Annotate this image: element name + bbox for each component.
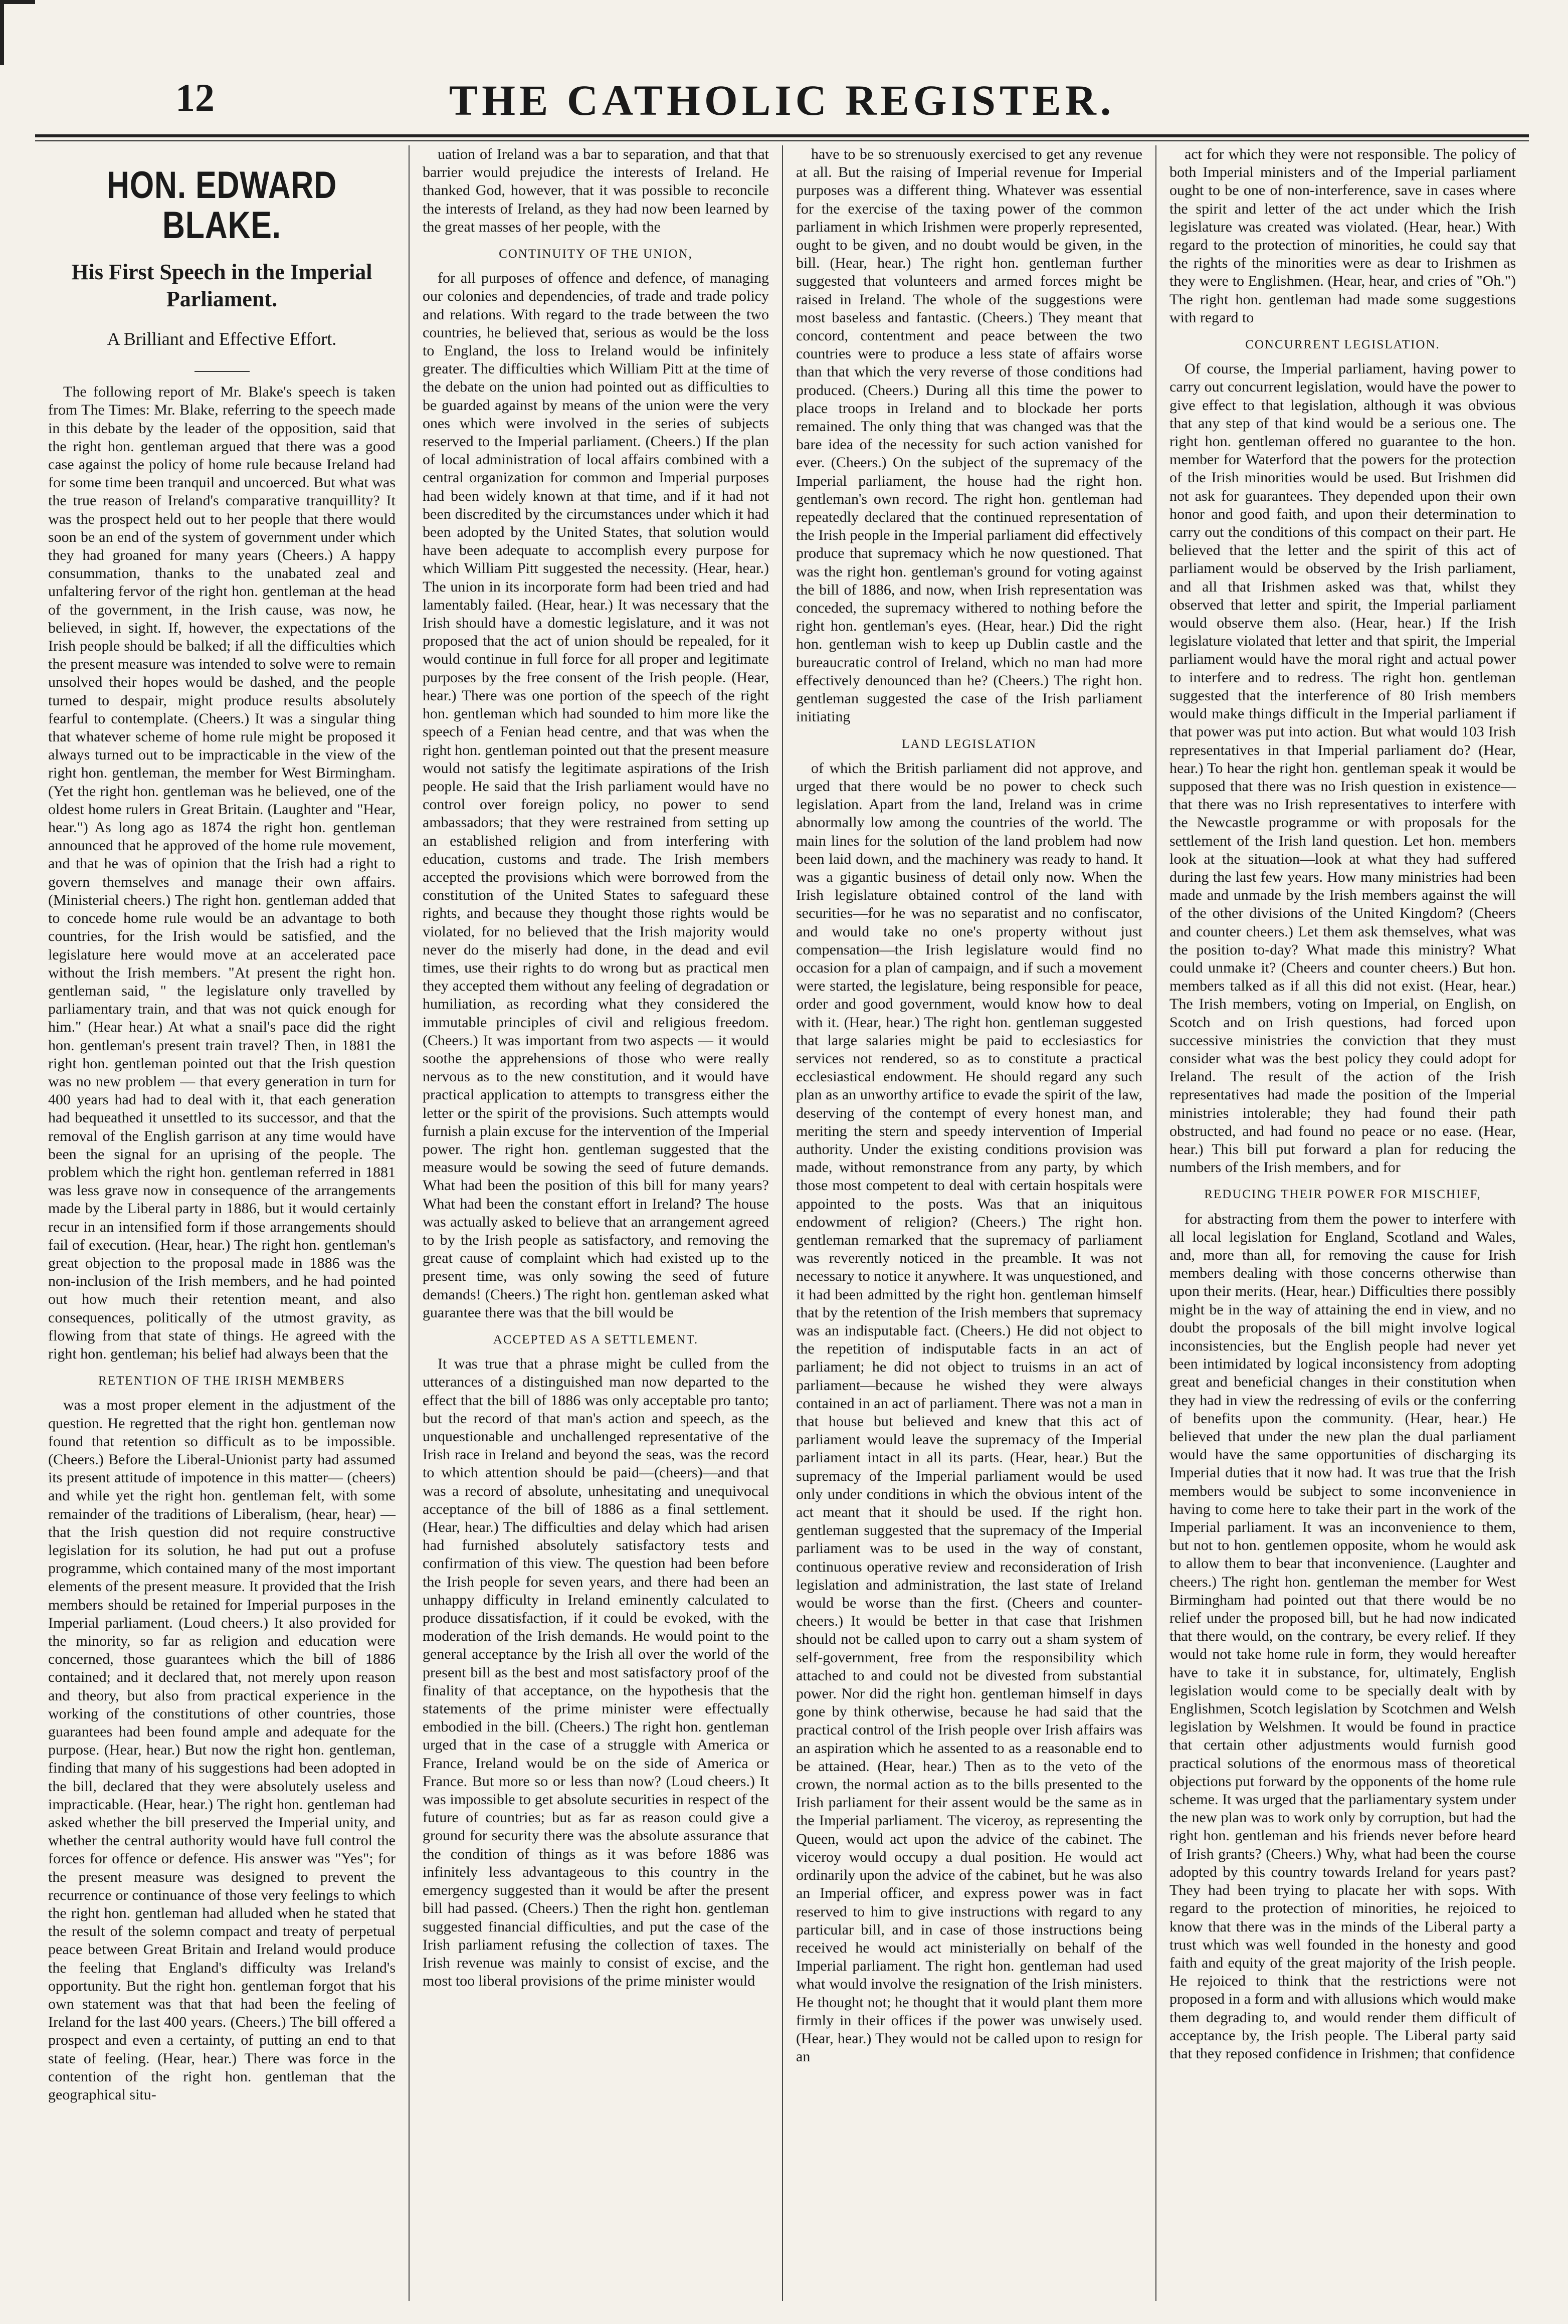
column-2 — [409, 145, 782, 2301]
masthead-rule-thin — [35, 140, 1529, 141]
paragraph: Of course, the Imperial parliament, having power to carry out concurrent legislation, would have the power to give effect to that legislation, although it was obvious that any step of that kind would be a serious one. The right hon. gentleman offered no guarantee to the hon. member for Waterford that the powers for the protection of the Irish minorities would be used. But Irishmen did not ask for guarantees. They depended upon their own honor and good faith, and upon their determination to carry out the conditions of this compact on their part. He believed that the letter and the spirit of this act of parliament would be observed by the Irish parliament, and all that Irishmen asked was that, whilst they observed that letter and spirit, the Imperial parliament would observe them also. (Hear, hear.) If the Irish legislature violated that letter and that spirit, the Imperial parliament would have the moral right and actual power to interfere and to redress. The right hon. gentleman suggested that the interference of 80 Irish members would make things difficult in the Imperial parliament if that power was put into action. But what would 103 Irish representatives in that Imperial parliament do? (Hear, hear.) To hear the right hon. gentleman speak it would be supposed that there was no Irish question in existence—that there was no Irish representatives to interfere with the Newcastle programme or with proposals for the settlement of the Irish land question. Let hon. members look at the situation—look at what they had suffered during the last few years. How many ministries had been made and unmade by the Irish members against the will of the other divisions of the United Kingdom? (Cheers and counter cheers.) Let them ask themselves, what was the position to-day? What made this ministry? What could unmake it? (Cheers and counter cheers.) But hon. members talked as if all this did not exist. (Hear, hear.) The Irish members, voting on Imperial, on English, on Scotch and on Irish questions, had forced upon successive ministries the conviction that they must consider what was the best policy they could adopt for Ireland. The result of the action of the Irish representatives had made the position of the Imperial ministries intolerable; they had found their path obstructed, and had found no peace or no ease. (Hear, hear.) This bill put forward a plan for reducing the numbers of the Irish members, and for — [1169, 360, 1516, 1176]
paragraph: for abstracting from them the power to interfere with all local legislation for England, Scotland and Wales, and, more than all, for removing the cause for Irish members dealing with those concerns otherwise than upon their merits. (Hear, hear.) Difficulties there possibly might be in the way of attaining the end in view, and no doubt the proposals of the bill might involve logical inconsistencies, but the English people had never yet been intimidated by logical inconsistency from adopting great and beneficial changes in their constitution when they had in view the redressing of evils or the conferring of benefits upon the community. (Hear, hear.) He believed that under the new plan the dual parliament would have the same opportunities of discharging its Imperial duties that it now had. It was true that the Irish members would be subject to some inconvenience in having to come here to take their part in the work of the Imperial parliament. It was an inconvenience to them, but not to hon. gentlemen opposite, whom he would ask to allow them to bear that inconvenience. (Laughter and cheers.) The right hon. gentleman the member for West Birmingham had pointed out that there would be no relief under the proposed bill, but he had now indicated that there would, on the contrary, be every relief. If they would not take home rule in form, they would hereafter have to take it in substance, for, ultimately, English legislation would come to be specially dealt with by Englishmen, Scotch legislation by Scotchmen and Welsh legislation by Welshmen. It would be found in practice that certain other adjustments would furnish good practical solutions of the enormous mass of theoretical objections put forward by the opponents of the home rule scheme. It was urged that the parliamentary system under the new plan was to work only by corruption, but had the right hon. gentleman and his friends never before heard of Irish grants? (Cheers.) Why, what had been the course adopted by this country towards Ireland for years past? They had been trying to placate her with sops. With regard to the protection of minorities, he rejoiced to know that there was in the minds of the Liberal party a trust which was well founded in the honesty and good faith and equity of the great majority of the Irish people. He rejoiced to think that the restrictions were not proposed in a form and with allusions which would make them degrading to, and would render them difficult of acceptance by, the Irish people. The Liberal party said that they reposed confidence in Irishmen; that confidence — [1169, 1210, 1516, 2062]
paragraph: was a most proper element in the adjustment of the question. He regretted that the right hon. gentleman now found that retention so difficult as to be impossible. (Cheers.) Before the Liberal-Unionist party had assumed its present attitude of impotence in this matter— (cheers) and while yet the right hon. gentleman felt, with some remainder of the traditions of Liberalism, (hear, hear) —that the Irish question did not require constructive legislation for its solution, he had put out a profuse programme, which contained many of the most important elements of the present measure. It provided that the Irish members should be retained for Imperial purposes in the Imperial parliament. (Loud cheers.) It also provided for the minority, so far as religion and education were concerned, those guarantees which the bill of 1886 contained; and it declared that, not merely upon reason and theory, but also from practical experience in the working of the constitutions of other countries, those guarantees had been found ample and adequate for the purpose. (Hear, hear.) But now the right hon. gentleman, finding that many of his suggestions had been adopted in the bill, declared that they were absolutely useless and impracticable. (Hear, hear.) The right hon. gentleman had asked whether the bill preserved the Imperial unity, and whether the central authority would have full control the forces for offence or defence. His answer was "Yes"; for the present measure was designed to prevent the recurrence or continuance of those very feelings to which the right hon. gentleman had alluded when he stated that the result of the solemn compact and treaty of perpetual peace between Great Britain and Ireland would produce the feeling that England's difficulty was Ireland's opportunity. But the right hon. gentleman forgot that his own statement was that that had been the feeling of Ireland for the last 400 years. (Cheers.) The bill offered a prospect and even a certainty, of putting an end to that state of feeling. (Hear, hear.) There was force in the contention of the right hon. gentleman that the geographical situ- — [48, 1397, 396, 2103]
subheadline: His First Speech in the Imperial Parliament. — [71, 260, 372, 311]
section-heading: RETENTION OF THE IRISH MEMBERS — [98, 1374, 345, 1388]
paragraph: It was true that a phrase might be culled from the utterances of a distinguished man now departed to the effect that the bill of 1886 was only acceptable pro tanto; but the record of that man's action and speech, as the unquestionable and unchallenged representative of the Irish race in Ireland and beyond the seas, was the record to which attention should be paid—(cheers)—and that was a record of absolute, unhesitating and unequivocal acceptance of the bill of 1886 as a final settlement. (Hear, hear.) The difficulties and delay which had arisen had furnished absolutely satisfactory tests and confirmation of this view. The question had been before the Irish people for seven years, and there had been an unhappy difficulty in Ireland eminently calculated to produce dissatisfaction, if it could be evoked, with the moderation of the Irish demands. He would point to the general acceptance by the Irish all over the world of the present bill as the best and most satisfactory proof of the finality of that acceptance, on the hypothesis that the statements of the prime minister were effectually embodied in the bill. (Cheers.) The right hon. gentleman urged that in the case of a struggle with America or France, Ireland would be on the side of America or France. But more so or less than now? (Loud cheers.) It was impossible to get absolute securities in respect of the future of countries; but as far as reason could give a ground for security there was the absolute assurance that the condition of things as it was before 1886 was infinitely less advantageous to this country in the emergency suggested than it would be after the present bill had passed. (Cheers.) Then the right hon. gentleman suggested financial difficulties, and put the case of the Irish parliament refusing the collection of taxes. The Irish revenue was mainly to consist of excise, and the most too liberal provisions of the prime minister would — [423, 1355, 769, 1990]
masthead — [35, 75, 1529, 130]
section-heading: ACCEPTED AS A SETTLEMENT. — [493, 1333, 699, 1346]
paragraph: have to be so strenuously exercised to get any revenue at all. But the raising of Imperial revenue for Imperial purposes was a different thing. Whatever was essential for the exercise of the taxing power of the common parliament in which Irishmen were properly represented, ought to be given, and no doubt would be given, in the bill. (Hear, hear.) The right hon. gentleman further suggested that volunteers and armed forces might be raised in Ireland. The whole of the suggestions were most baseless and fantastic. (Cheers.) They meant that concord, contentment and peace between the two countries were to produce a less state of affairs worse than that which the very reverse of those conditions had produced. (Cheers.) During all this time the power to place troops in Ireland and to blockade her ports remained. The only thing that was changed was that the bare idea of the necessity for such action vanished for ever. (Cheers.) On the subject of the supremacy of the Imperial parliament, the house had the right hon. gentleman's own record. The right hon. gentleman had repeatedly declared that the continued representation of the Irish people in the Imperial parliament did effectively produce that supremacy which he now questioned. That was the right hon. gentleman's ground for voting against the bill of 1886, and now, when Irish representation was conceded, the supremacy withered to nothing before the right hon. gentleman's eyes. (Hear, hear.) Did the right hon. gentleman wish to keep up Dublin castle and the bureaucratic control of Ireland, which no man had more effectively denounced than he? (Cheers.) The right hon. gentleman suggested the case of the Irish parliament initiating — [796, 146, 1142, 725]
scan-edge-mark — [0, 0, 4, 65]
section-heading: LAND LEGISLATION — [902, 737, 1037, 751]
page-number: 12 — [175, 76, 215, 119]
column-4 — [1155, 145, 1529, 2301]
section-heading: CONTINUITY OF THE UNION, — [499, 247, 693, 261]
headline: HON. EDWARD BLAKE. — [106, 164, 337, 247]
paragraph: act for which they were not responsible. The policy of both Imperial ministers and of the Imperial parliament ought to be one of non-interference, save in cases where the spirit and letter of the act under which the Irish legislature was created was violated. (Hear, hear.) With regard to the protection of minorities, he could say that the rights of the minorities were as dear to Irishmen as they were to Englishmen. (Hear, hear, and cries of "Oh.") The right hon. gentleman had made some suggestions with regard to — [1169, 146, 1516, 326]
paragraph: for all purposes of offence and defence, of managing our colonies and dependencies, of trade and trade policy and relations. With regard to the trade between the two countries, he believed that, serious as would be the loss to England, the loss to Ireland would be infinitely greater. The difficulties which William Pitt at the time of the debate on the union had pointed out as difficulties to be guarded against by means of the union were the very ones which were involved in the series of subjects reserved to the Imperial parliament. (Cheers.) If the plan of local administration of local affairs combined with a central organization for common and Imperial purposes had been widely known at that time, and if it had not been discredited by the circumstances under which it had been adopted by the United States, that solution would have been adequate to accomplish every purpose for which William Pitt suggested the necessity. (Hear, hear.) The union in its incorporate form had been tried and had lamentably failed. (Hear, hear.) It was necessary that the Irish should have a domestic legislature, and it was not proposed that the act of union should be repealed, for it would continue in full force for all proper and legitimate purposes by the free consent of the Irish people. (Hear, hear.) There was one portion of the speech of the right hon. gentleman which had sounded to him more like the speech of a Fenian head centre, and that was when the right hon. gentleman pointed out that the present measure would not satisfy the legitimate aspirations of the Irish people. He said that the Irish parliament would have no control over foreign policy, no power to send ambassadors; that they were restrained from setting up an established religion and from interfering with education, customs and trade. The Irish members accepted the provisions which were borrowed from the constitution of the United States to safeguard these rights, and because they thought those rights would be violated, for no believed that the Irish majority would never do the miserly had done, in the dead and evil times, use their rights to do wrong but as practical men they accepted them without any feeling of degradation or humiliation, as recording what they considered the immutable principles of civil and religious freedom. (Cheers.) It was important from two aspects — it would soothe the apprehensions of those who were really nervous as to the new constitution, and it would have practical application to attempts to transgress either the letter or the spirit of the provisions. Such attempts would furnish a plain excuse for the intervention of the Imperial power. The right hon. gentleman suggested that the measure would be sowing the seed of future demands. What had been the position of this bill for many years? What had been the constant effort in Ireland? The house was actually asked to believe that an arrangement agreed to by the Irish people as satisfactory, and removing the great cause of complaint which had existed up to the present time, was only sowing the seed of future demands! (Cheers.) The right hon. gentleman asked what guarantee there was that the bill would be — [423, 270, 769, 1321]
paragraph: uation of Ireland was a bar to separation, and that that barrier would prejudice the interests of Ireland. He thanked God, however, that it was possible to reconcile the interests of Ireland, as they had now been learned by the great masses of her people, with the — [423, 146, 769, 235]
section-heading: REDUCING THEIR POWER FOR MISCHIEF, — [1204, 1188, 1481, 1202]
paragraph: of which the British parliament did not approve, and urged that there would be no power to check such legislation. Apart from the land, Ireland was in crime abnormally low among the countries of the world. The main lines for the solution of the land problem had now been laid down, and the machinery was ready to hand. It was a gigantic business of detail only now. When the Irish legislature obtained control of the land with securities—for he was no separatist and no confiscator, and would take no one's property without just compensation—the Irish legislature would find no occasion for a plan of campaign, and if such a movement were started, the legislature, being responsible for peace, order and good government, would know how to deal with it. (Hear, hear.) The right hon. gentleman suggested that large salaries might be paid to ecclesiastics for services not rendered, so as to constitute a practical ecclesiastical endowment. He should regard any such plan as an unworthy artifice to evade the spirit of the law, deserving of the contempt of every honest man, and meriting the stern and speedy intervention of Imperial authority. Under the existing conditions provision was made, without remonstrance from any party, by which those most competent to deal with certain hospitals were appointed to the posts. Was that an iniquitous endowment of religion? (Cheers.) The right hon. gentleman remarked that the supremacy of parliament was reverently noticed in the preamble. It was not necessary to notice it anywhere. It was unquestioned, and it had been admitted by the right hon. gentleman himself that by the retention of the Irish members that supremacy was an indisputable fact. (Cheers.) He did not object to the repetition of indisputable facts in an act of parliament; he did not object to truisms in an act of parliament—because he wished they were always contained in an act of parliament. There was not a man in that house but believed and knew that this act of parliament would leave the supremacy of the Imperial parliament intact in all its parts. (Hear, hear.) But the supremacy of the Imperial parliament would be used only under conditions in which the obvious intent of the act meant that it should be used. If the right hon. gentleman suggested that the supremacy of the Imperial parliament was to be used in the way of constant, continuous operative review and reconsideration of Irish legislation and administration, the last state of Ireland would be worse than the first. (Cheers and counter-cheers.) It would be better in that case that Irishmen should not be called upon to carry out a sham system of self-government, free from the responsibility which attached to and could not be divested from substantial power. Nor did the right hon. gentleman himself in days gone by think otherwise, because he had said that the practical control of the Irish people over Irish affairs was an aspiration which he assented to as a reasonable end to be attained. (Hear, hear.) Then as to the veto of the crown, the normal action as to the bills presented to the Irish parliament for their assent would be the same as in the Imperial parliament. The viceroy, as representing the Queen, would act upon the advice of the cabinet. The viceroy would occupy a dual position. He would act ordinarily upon the advice of the cabinet, but he was also an Imperial officer, and express power was in fact reserved to him to give instructions with regard to any particular bill, and in case of those instructions being received he would act ministerially on behalf of the Imperial parliament. The right hon. gentleman had used what would involve the resignation of the Irish ministers. He thought not; he thought that it would plant them more firmly in their offices if the power was unwisely used. (Hear, hear.) They would not be called upon to resign for an — [796, 759, 1142, 2065]
article-columns — [35, 145, 1529, 2301]
paragraph: The following report of Mr. Blake's speech is taken from The Times: Mr. Blake, referring to the speech made in this debate by the leader of the opposition, said that the right hon. gentleman argued that there was a good case against the policy of home rule because Ireland had for some time been tranquil and uncoerced. But what was the true reason of Ireland's comparative tranquillity? It was the prospect held out to her people that there would soon be an end of the system of government under which they had groaned for many years (Cheers.) A happy consummation, thanks to the unabated zeal and unfaltering fervor of the right hon. gentleman at the head of the government, in the Irish cause, was now, he believed, in sight. If, however, the expectations of the Irish people should be balked; if all the difficulties which the present measure was intended to solve were to remain unsolved their hopes would be dashed, and the people turned to despair, might produce results absolutely fearful to contemplate. (Cheers.) It was a singular thing that whatever scheme of home rule might be proposed it always turned out to be impracticable in the view of the right hon. gentleman, the member for West Birmingham. (Yet the right hon. gentleman was he believed, one of the oldest home rulers in Great Britain. (Laughter and "Hear, hear.") As long ago as 1874 the right hon. gentleman announced that he approved of the home rule movement, and that he was of opinion that the Irish had a right to govern themselves and manage their own affairs. (Ministerial cheers.) The right hon. gentleman added that to concede home rule would be an advantage to both countries, for the Irish would be satisfied, and the legislature here would move at an accelerated pace without the Irish members. "At present the right hon. gentleman said, " the legislature only travelled by parliamentary train, and that was not quick enough for him." (Hear hear.) At what a snail's pace did the right hon. gentleman's present train travel? Then, in 1881 the right hon. gentleman pointed out that the Irish question was no new problem — that every generation in turn for 400 years had had to deal with it, that each generation had bequeathed it unsettled to its successor, and that the removal of the English garrison at any time would have been the signal for an uprising of the people. The problem which the right hon. gentleman referred in 1881 was less grave now in consequence of the arrangements made by the Liberal party in 1886, but it would certainly recur in an intensified form if those arrangements should fail of execution. (Hear, hear.) The right hon. gentleman's great objection to the proposal made in 1886 was the non-inclusion of the Irish members, and he had pointed out how much their retention meant, and also consequences, politically of the utmost gravity, as flowing from that state of things. He agreed with the right hon. gentleman; his belief had always been that the — [48, 383, 396, 1362]
section-heading: CONCURRENT LEGISLATION. — [1245, 338, 1440, 352]
newspaper-title: THE CATHOLIC REGISTER. — [449, 76, 1115, 124]
deck: A Brilliant and Effective Effort. — [107, 329, 337, 349]
column-1 — [35, 145, 409, 2301]
masthead-rule — [35, 134, 1529, 137]
scan-edge-mark — [0, 0, 35, 4]
column-3 — [782, 145, 1155, 2301]
divider — [194, 371, 250, 372]
